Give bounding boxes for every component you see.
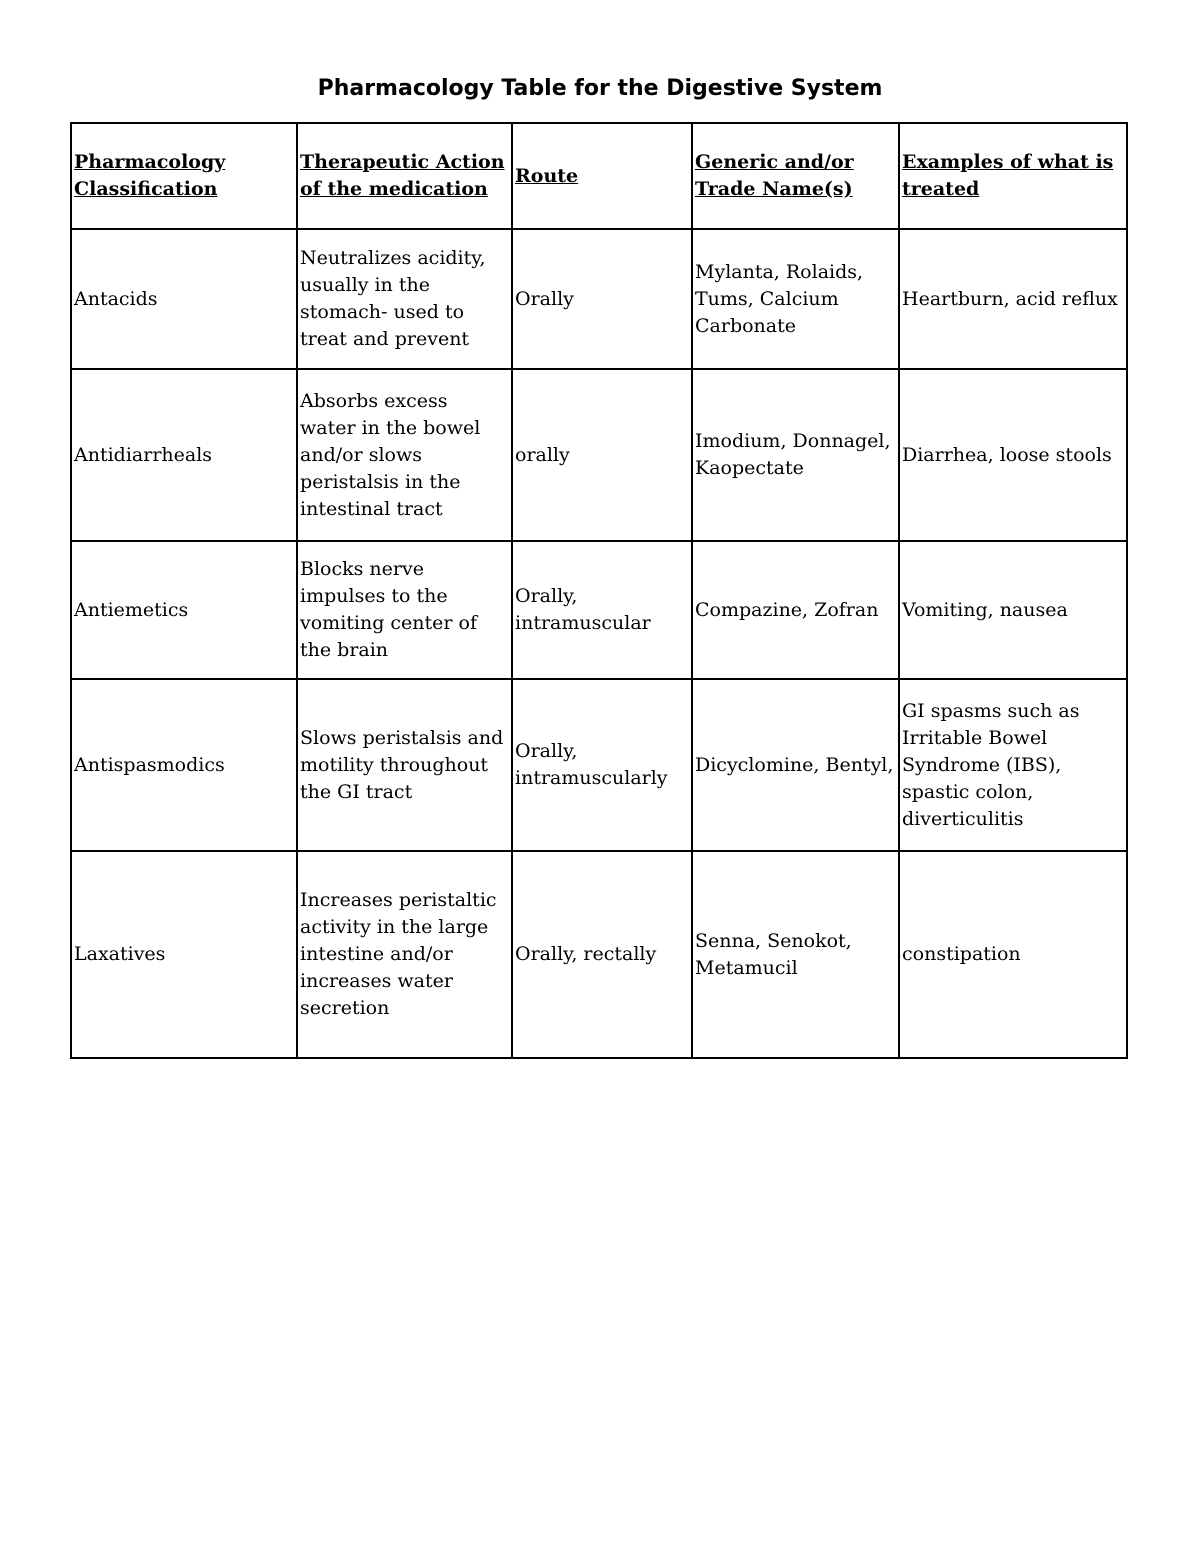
- cell-therapeutic-action: Increases peristaltic activity in the large intestine and/or increases water secretion: [297, 851, 512, 1058]
- cell-names: Dicyclomine, Bentyl,: [692, 679, 899, 851]
- cell-classification: Antacids: [71, 229, 297, 369]
- table-row: [71, 229, 1127, 369]
- cell-classification: Antispasmodics: [71, 679, 297, 851]
- cell-treated: Vomiting, nausea: [899, 541, 1127, 679]
- cell-treated: constipation: [899, 851, 1127, 1058]
- header-treated: Examples of what is treated: [899, 123, 1127, 229]
- cell-therapeutic-action: Neutralizes acidity, usually in the stomach- used to treat and prevent: [297, 229, 512, 369]
- table-row: [71, 541, 1127, 679]
- cell-route: Orally, rectally: [512, 851, 692, 1058]
- cell-route: orally: [512, 369, 692, 541]
- cell-treated: Heartburn, acid reflux: [899, 229, 1127, 369]
- table-row: [71, 369, 1127, 541]
- table-row: [71, 851, 1127, 1058]
- header-route: Route: [512, 123, 692, 229]
- header-therapeutic-action: Therapeutic Action of the medication: [297, 123, 512, 229]
- cell-route: Orally, intramuscular: [512, 541, 692, 679]
- cell-classification: Antidiarrheals: [71, 369, 297, 541]
- cell-treated: GI spasms such as Irritable Bowel Syndrome (IBS), spastic colon, diverticulitis: [899, 679, 1127, 851]
- cell-names: Imodium, Donnagel, Kaopectate: [692, 369, 899, 541]
- cell-classification: Laxatives: [71, 851, 297, 1058]
- cell-route: Orally, intramuscularly: [512, 679, 692, 851]
- header-names: Generic and/or Trade Name(s): [692, 123, 899, 229]
- pharmacology-table: [70, 122, 1128, 1059]
- page-title: Pharmacology Table for the Digestive System: [317, 76, 883, 101]
- cell-classification: Antiemetics: [71, 541, 297, 679]
- cell-therapeutic-action: Blocks nerve impulses to the vomiting center of the brain: [297, 541, 512, 679]
- cell-names: Mylanta, Rolaids, Tums, Calcium Carbonate: [692, 229, 899, 369]
- cell-names: Senna, Senokot, Metamucil: [692, 851, 899, 1058]
- cell-names: Compazine, Zofran: [692, 541, 899, 679]
- table-header-row: [71, 123, 1127, 229]
- cell-route: Orally: [512, 229, 692, 369]
- table-row: [71, 679, 1127, 851]
- cell-therapeutic-action: Slows peristalsis and motility throughout the GI tract: [297, 679, 512, 851]
- cell-treated: Diarrhea, loose stools: [899, 369, 1127, 541]
- header-classification: Pharmacology Classification: [71, 123, 297, 229]
- cell-therapeutic-action: Absorbs excess water in the bowel and/or slows peristalsis in the intestinal tract: [297, 369, 512, 541]
